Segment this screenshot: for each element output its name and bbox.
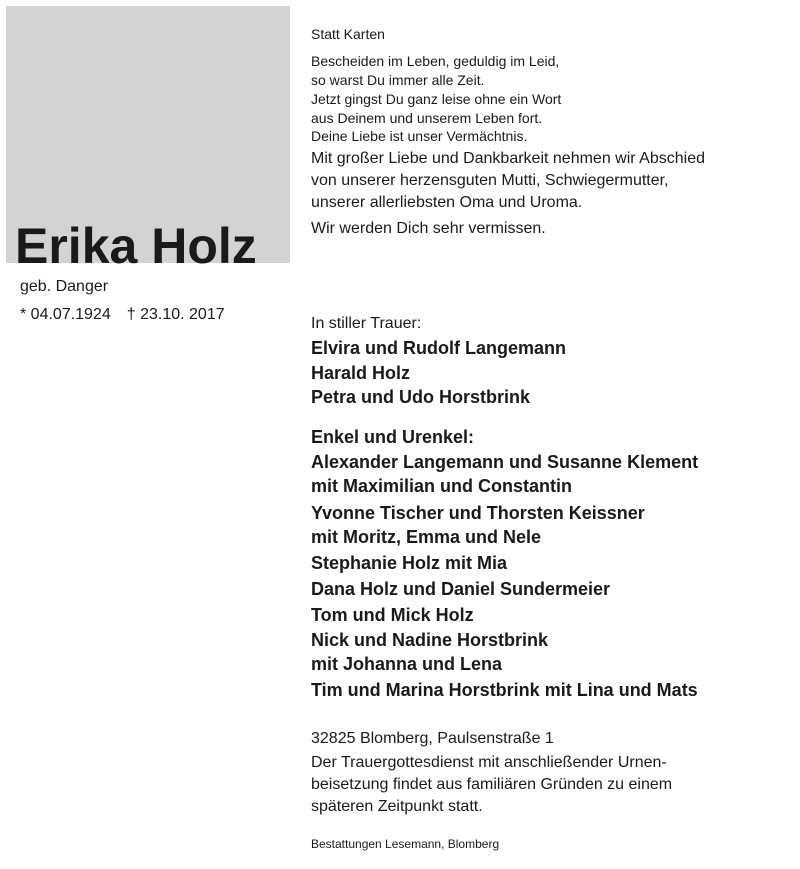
left-lower-area (0, 263, 290, 869)
grandchild-line: Dana Holz und Daniel Sundermeier (311, 579, 611, 599)
birth-date: * 04.07.1924 (20, 306, 111, 323)
poem-line: aus Deinem und unserem Leben fort. (311, 110, 543, 126)
service-line: Der Trauergottesdienst mit anschließender Urnen- (311, 754, 667, 771)
grandchild-line: Yvonne Tischer und Thorsten Keissner (311, 503, 645, 523)
mourner-name: Elvira und Rudolf Langemann (311, 338, 567, 358)
deceased-name: Erika Holz (15, 218, 257, 274)
message-line: von unserer herzensguten Mutti, Schwiegermutter, (311, 172, 669, 189)
poem-heading: Statt Karten (311, 26, 385, 42)
poem-line: Jetzt gingst Du ganz leise ohne ein Wort (311, 91, 562, 107)
death-date: † 23.10. 2017 (126, 306, 225, 323)
poem-line: so warst Du immer alle Zeit. (311, 72, 485, 88)
grandchild-line: Nick und Nadine Horstbrink (311, 630, 549, 650)
poem-line: Deine Liebe ist unser Vermächtnis. (311, 128, 528, 144)
grandchildren-heading: Enkel und Urenkel: (311, 427, 475, 447)
message-line: unserer allerliebsten Oma und Uroma. (311, 194, 583, 211)
mourners-intro: In stiller Trauer: (311, 315, 422, 332)
mourner-name: Harald Holz (311, 363, 411, 383)
life-dates (20, 305, 225, 325)
mourner-name: Petra und Udo Horstbrink (311, 387, 531, 407)
message-closing: Wir werden Dich sehr vermissen. (311, 220, 546, 237)
service-line: späteren Zeitpunkt statt. (311, 798, 483, 815)
grandchild-line: mit Maximilian und Constantin (311, 476, 573, 496)
birth-name: geb. Danger (20, 278, 109, 295)
grandchild-line: Tom und Mick Holz (311, 605, 474, 625)
frame-left (0, 0, 6, 869)
message-line: Mit großer Liebe und Dankbarkeit nehmen wir Abschied (311, 150, 705, 167)
grandchild-line: mit Johanna und Lena (311, 654, 503, 674)
poem-line: Bescheiden im Leben, geduldig im Leid, (311, 53, 560, 69)
mourning-address: 32825 Blomberg, Paulsenstraße 1 (311, 730, 554, 747)
service-line: beisetzung findet aus familiären Gründen zu einem (311, 776, 673, 793)
frame-top (0, 0, 800, 6)
grandchild-line: Tim und Marina Horstbrink mit Lina und Mats (311, 680, 698, 700)
undertaker: Bestattungen Lesemann, Blomberg (311, 837, 500, 851)
grandchild-line: Alexander Langemann und Susanne Klement (311, 452, 699, 472)
grandchild-line: Stephanie Holz mit Mia (311, 553, 508, 573)
grandchild-line: mit Moritz, Emma und Nele (311, 527, 542, 547)
